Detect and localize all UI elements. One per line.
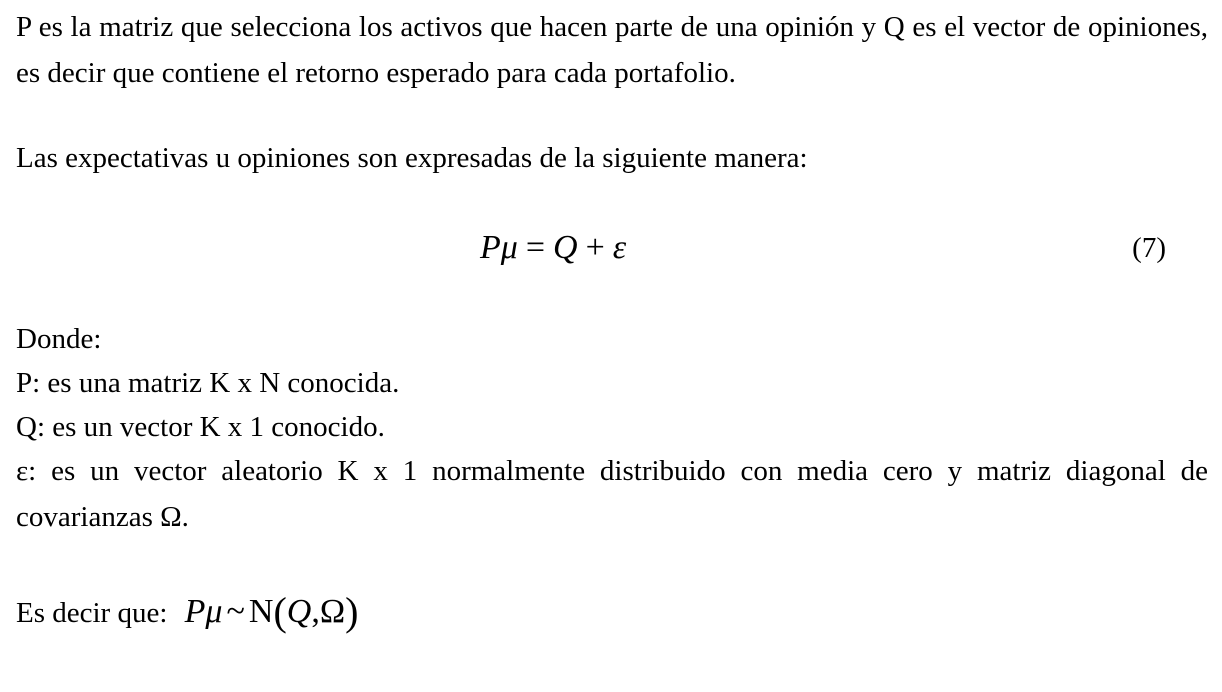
conc-tilde: ~ [226,593,245,630]
eq-var-epsilon: ε [612,229,627,266]
conc-var-q: Q [286,593,312,630]
equation-body [480,226,626,270]
eq-var-p: P [480,229,501,266]
conc-open-paren: ( [273,589,287,634]
definition-epsilon: ε: es un vector aleatorio K x 1 normalmente distribuido con media cero y matriz diagonal de covarianzas Ω. [16,455,1208,533]
conclusion-math [184,589,359,634]
definition-p: P: es una matriz K x N conocida. [16,367,400,399]
conc-close-paren: ) [345,589,359,634]
definition-q: Q: es un vector K x 1 conocido. [16,411,385,443]
conclusion-label: Es decir que: [16,597,168,629]
expectations-sentence: Las expectativas u opiniones son expresadas de la siguiente manera: [16,142,808,174]
eq-var-mu: μ [500,229,518,266]
conc-normal-n: N [248,593,274,630]
conc-comma: , [311,593,320,630]
equation-7 [16,226,1208,270]
conc-omega: Ω [319,593,346,630]
equation-number: (7) [1132,232,1166,264]
conc-var-mu: μ [205,593,223,630]
intro-paragraph: P es la matriz que selecciona los activos que hacen parte de una opinión y Q es el vector de opiniones, es decir que contiene el retorno esperado para cada portafolio. [16,11,1208,89]
conclusion-line [16,589,359,634]
conc-var-p: P [184,593,206,630]
eq-equals: = [525,229,546,266]
where-label: Donde: [16,323,102,355]
eq-var-q: Q [553,229,578,266]
eq-plus: + [585,229,605,266]
